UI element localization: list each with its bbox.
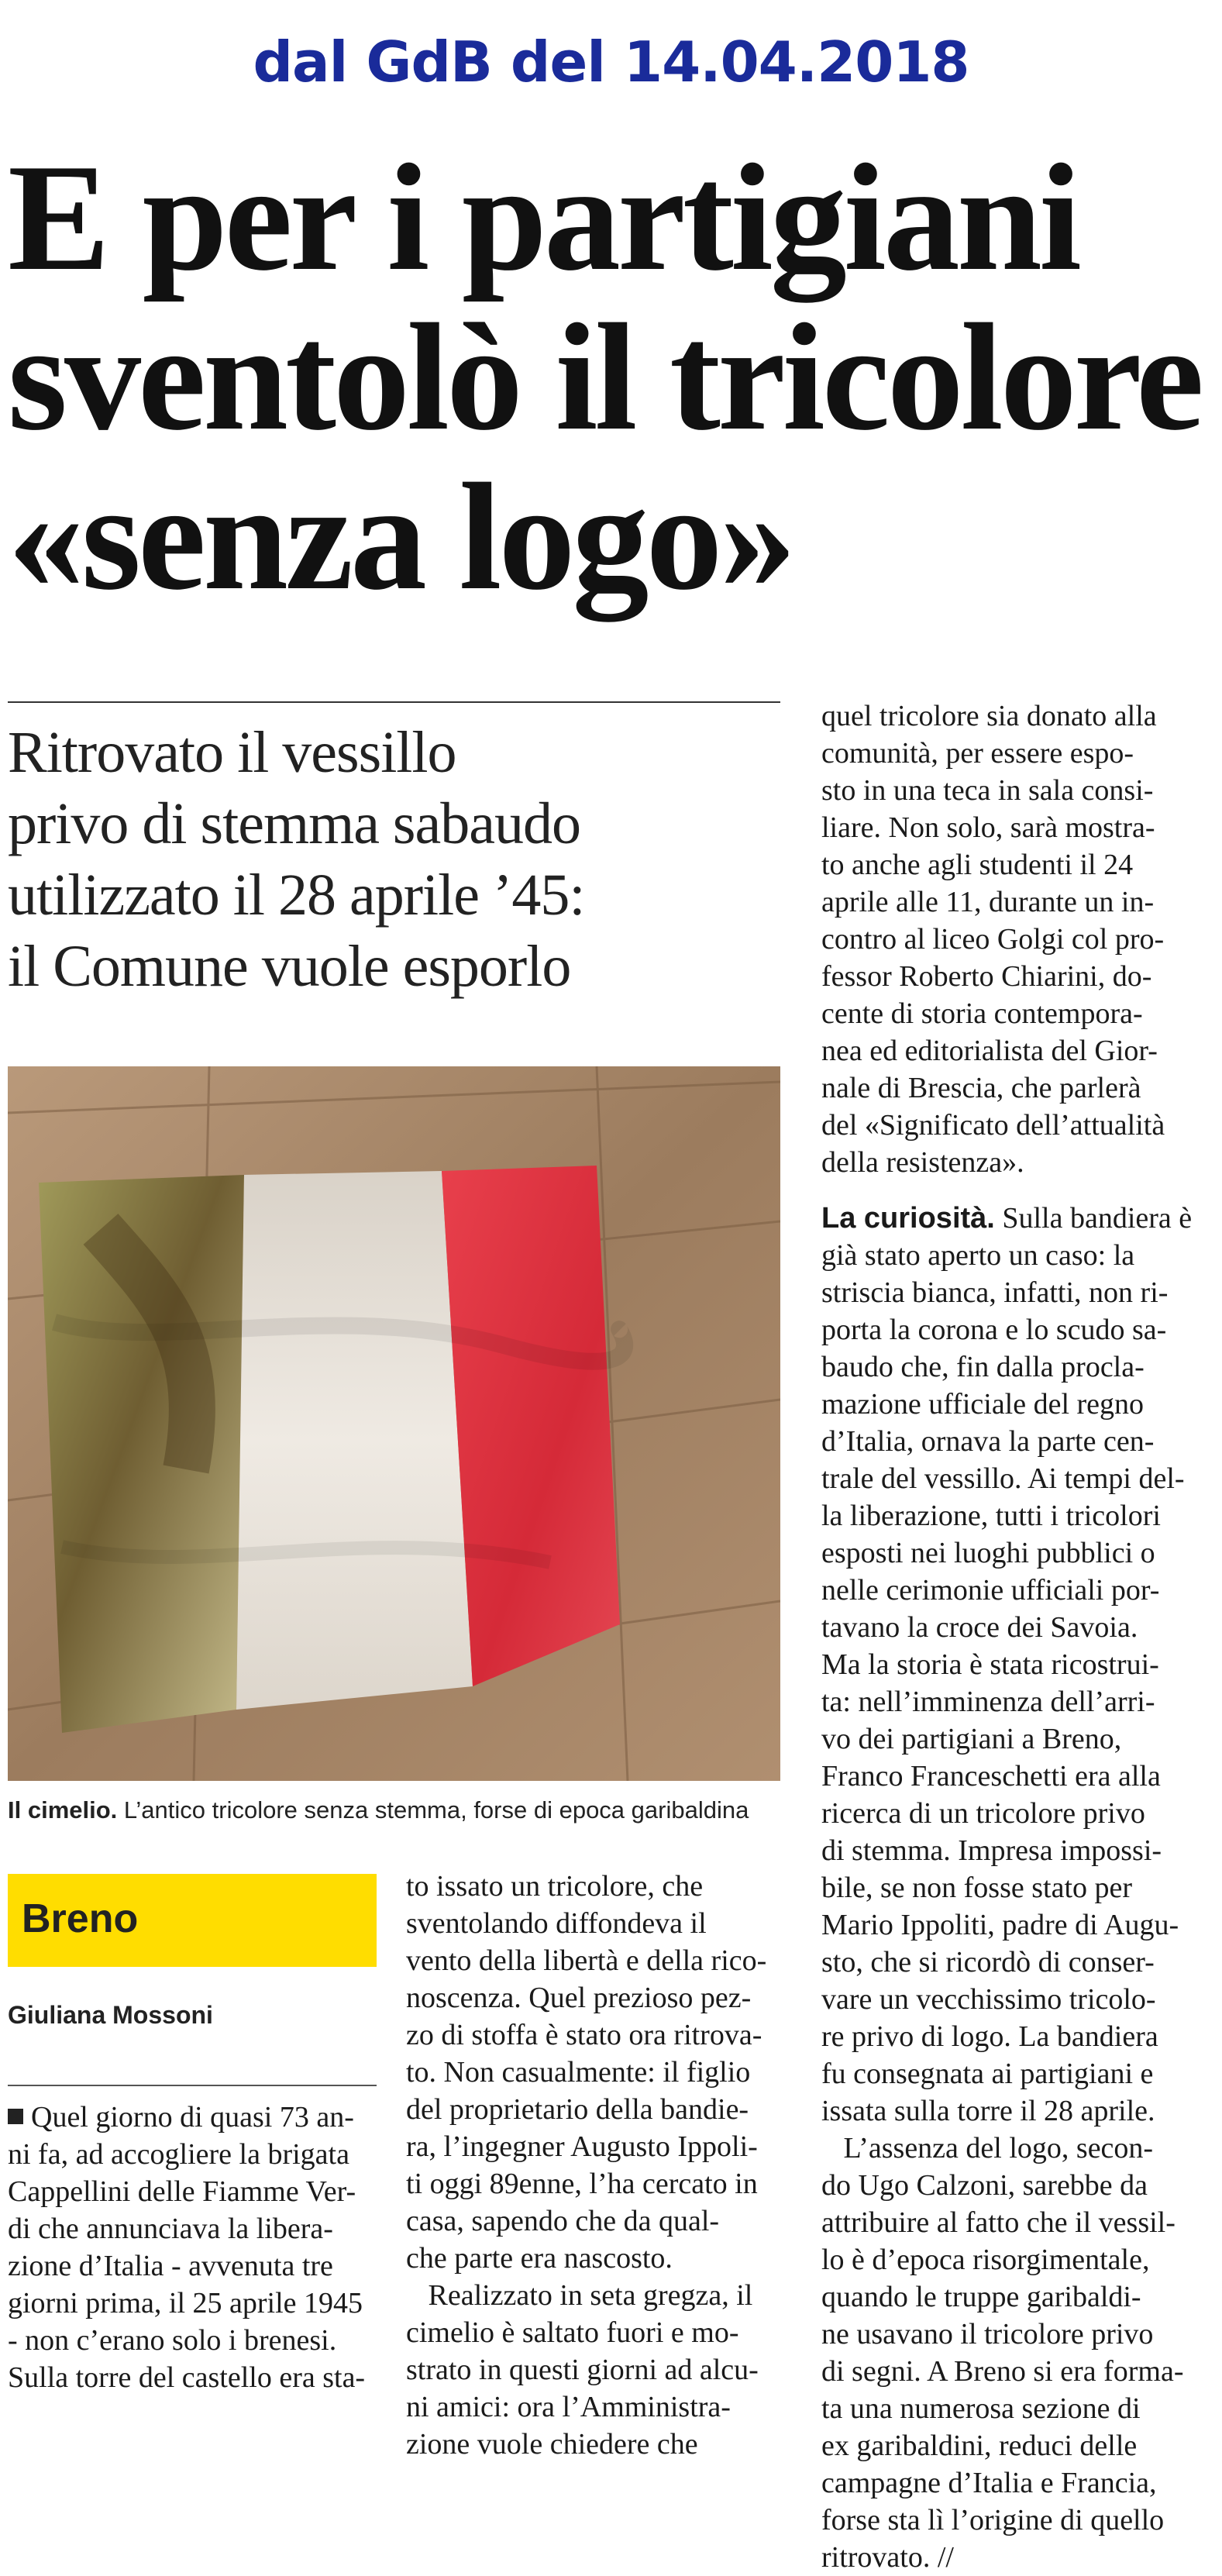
text-line: Franco Franceschetti era alla: [821, 1760, 1161, 1793]
text-line: Realizzato in seta gregza, il: [406, 2279, 753, 2312]
headline-line: «senza logo»: [8, 452, 793, 622]
text-line: fu consegnata ai partigiani e: [821, 2058, 1154, 2090]
text-line: to anche agli studenti il 24: [821, 849, 1134, 881]
subheadline-line: Ritrovato il vessillo: [8, 720, 456, 785]
article-column-3: [821, 697, 1217, 2576]
text-line: sto in una teca in sala consi-: [821, 774, 1154, 807]
text-line: baudo che, fin dalla procla-: [821, 1351, 1145, 1383]
text-line: trale del vessillo. Ai tempi del-: [821, 1462, 1185, 1495]
headline: [8, 133, 1217, 622]
subheadline-line: il Comune vuole esporlo: [8, 934, 571, 999]
text-line: Sulla torre del castello era sta-: [8, 2361, 366, 2394]
text-line: vo dei partigiani a Breno,: [821, 1723, 1122, 1755]
text-line: ra, l’ingegner Augusto Ippoli-: [406, 2130, 758, 2163]
flag-white-band: [236, 1171, 473, 1710]
text-line: ex garibaldini, reduci delle: [821, 2430, 1138, 2462]
source-line: dal GdB del 14.04.2018: [253, 29, 969, 95]
text-line: cimelio è saltato fuori e mo-: [406, 2316, 739, 2349]
text-line: di che annunciava la libera-: [8, 2213, 333, 2245]
text-line: to. Non casualmente: il figlio: [406, 2056, 751, 2089]
text-line: casa, sapendo che da qual-: [406, 2205, 720, 2237]
caption-text: L’antico tricolore senza stemma, forse di epoca garibaldina: [117, 1796, 749, 1824]
text-line: La curiosità. Sulla bandiera è: [821, 1202, 1193, 1235]
place-tag: [8, 1874, 377, 1967]
text-line: della resistenza».: [821, 1146, 1024, 1179]
text-line: forse sta lì l’origine di quello: [821, 2504, 1165, 2536]
text-line: to issato un tricolore, che: [406, 1870, 704, 1903]
text-line: re privo di logo. La bandiera: [821, 2020, 1158, 2053]
text-line: mazione ufficiale del regno: [821, 1388, 1145, 1421]
text-line: cente di storia contempora-: [821, 997, 1143, 1030]
text-line: che parte era nascosto.: [406, 2242, 673, 2275]
text-line: zione d’Italia - avvenuta tre: [8, 2250, 333, 2282]
text-line: ritrovato. //: [821, 2541, 954, 2574]
text-line: Mario Ippoliti, padre di Augu-: [821, 1909, 1179, 1941]
text-line: nea ed editorialista del Gior-: [821, 1035, 1158, 1067]
flag-red-band: [442, 1166, 620, 1686]
headline-line: E per i partigiani: [8, 133, 1079, 302]
text-line: del «Significato dell’attualità: [821, 1109, 1165, 1142]
text-line: liare. Non solo, sarà mostra-: [821, 811, 1155, 844]
byline: Giuliana Mossoni: [8, 2001, 213, 2029]
text-line: del proprietario della bandie-: [406, 2093, 749, 2126]
text-line: sventolando diffondeva il: [406, 1907, 707, 1940]
text-line: la liberazione, tutti i tricolori: [821, 1500, 1161, 1532]
text-line: zo di stoffa è stato ora ritrova-: [406, 2019, 762, 2051]
text-line: d’Italia, ornava la parte cen-: [821, 1425, 1155, 1458]
text-line: quel tricolore sia donato alla: [821, 700, 1157, 732]
text-line: noscenza. Quel prezioso pez-: [406, 1982, 752, 2014]
place-tag-label: Breno: [22, 1896, 139, 1941]
text-line: sto, che si ricordò di conser-: [821, 1946, 1155, 1978]
text-line: nelle cerimonie ufficiali por-: [821, 1574, 1160, 1607]
text-line: contro al liceo Golgi col pro-: [821, 923, 1165, 956]
run-in-heading: La curiosità.: [821, 1202, 995, 1235]
text-line: tavano la croce dei Savoia.: [821, 1611, 1138, 1644]
text-line: esposti nei luoghi pubblici o: [821, 1537, 1155, 1569]
divider: [8, 701, 780, 703]
text-line: - non c’erano solo i brenesi.: [8, 2324, 337, 2357]
subheadline: [8, 717, 783, 1002]
article-column-1: [8, 2099, 380, 2396]
text-line: lo è d’epoca risorgimentale,: [821, 2244, 1150, 2276]
text-line: comunità, per essere espo-: [821, 737, 1134, 770]
text-line: Ma la storia è stata ricostrui-: [821, 1648, 1159, 1681]
text-line: ricerca di un tricolore privo: [821, 1797, 1145, 1830]
text-line: vare un vecchissimo tricolo-: [821, 1983, 1156, 2016]
text-line: fessor Roberto Chiarini, do-: [821, 960, 1152, 993]
text-line: porta la corona e lo scudo sa-: [821, 1314, 1167, 1346]
caption-title: Il cimelio.: [8, 1796, 118, 1824]
text-line: zione vuole chiedere che: [406, 2428, 698, 2461]
text-line: vento della libertà e della rico-: [406, 1944, 767, 1977]
text-line: ni fa, ad accogliere la brigata: [8, 2138, 349, 2171]
text-line: attribuire al fatto che il vessil-: [821, 2206, 1176, 2239]
text-line: di segni. A Breno si era forma-: [821, 2355, 1184, 2388]
text-line: Quel giorno di quasi 73 an-: [8, 2099, 380, 2136]
text-line: quando le truppe garibaldi-: [821, 2281, 1141, 2313]
text-line: bile, se non fosse stato per: [821, 1872, 1133, 1904]
text-line: ti oggi 89enne, l’ha cercato in: [406, 2168, 758, 2200]
flag-illustration: [8, 1066, 780, 1781]
text-line: strato in questi giorni ad alcu-: [406, 2354, 759, 2386]
text-line: aprile alle 11, durante un in-: [821, 886, 1155, 918]
divider: [8, 2085, 377, 2086]
text-line: ta: nell’imminenza dell’arri-: [821, 1686, 1155, 1718]
text-line: issata sulla torre il 28 aprile.: [821, 2095, 1155, 2127]
text-line: striscia bianca, infatti, non ri-: [821, 1276, 1169, 1309]
text-line: ni amici: ora l’Amministra-: [406, 2391, 731, 2423]
article-column-2: [406, 1868, 786, 2463]
text-line: ne usavano il tricolore privo: [821, 2318, 1154, 2350]
square-bullet-icon: [8, 2109, 23, 2124]
text-line: campagne d’Italia e Francia,: [821, 2467, 1157, 2499]
text-line: nale di Brescia, che parlerà: [821, 1072, 1141, 1104]
text-line: giorni prima, il 25 aprile 1945: [8, 2287, 363, 2319]
subheadline-line: utilizzato il 28 aprile ’45:: [8, 863, 585, 928]
text-line: ta una numerosa sezione di: [821, 2392, 1141, 2425]
text-line: già stato aperto un caso: la: [821, 1239, 1135, 1272]
subheadline-line: privo di stemma sabaudo: [8, 791, 580, 856]
text-line: Cappellini delle Fiamme Ver-: [8, 2175, 356, 2208]
text-line: L’assenza del logo, secon-: [821, 2132, 1154, 2164]
text-line: do Ugo Calzoni, sarebbe da: [821, 2169, 1148, 2202]
paragraph-gap: [821, 1181, 1217, 1200]
photo-caption: [8, 1796, 783, 1824]
text-line: di stemma. Impresa impossi-: [821, 1834, 1162, 1867]
flag-photo: [8, 1066, 780, 1781]
headline-line: sventolò il tricolore: [8, 292, 1201, 462]
